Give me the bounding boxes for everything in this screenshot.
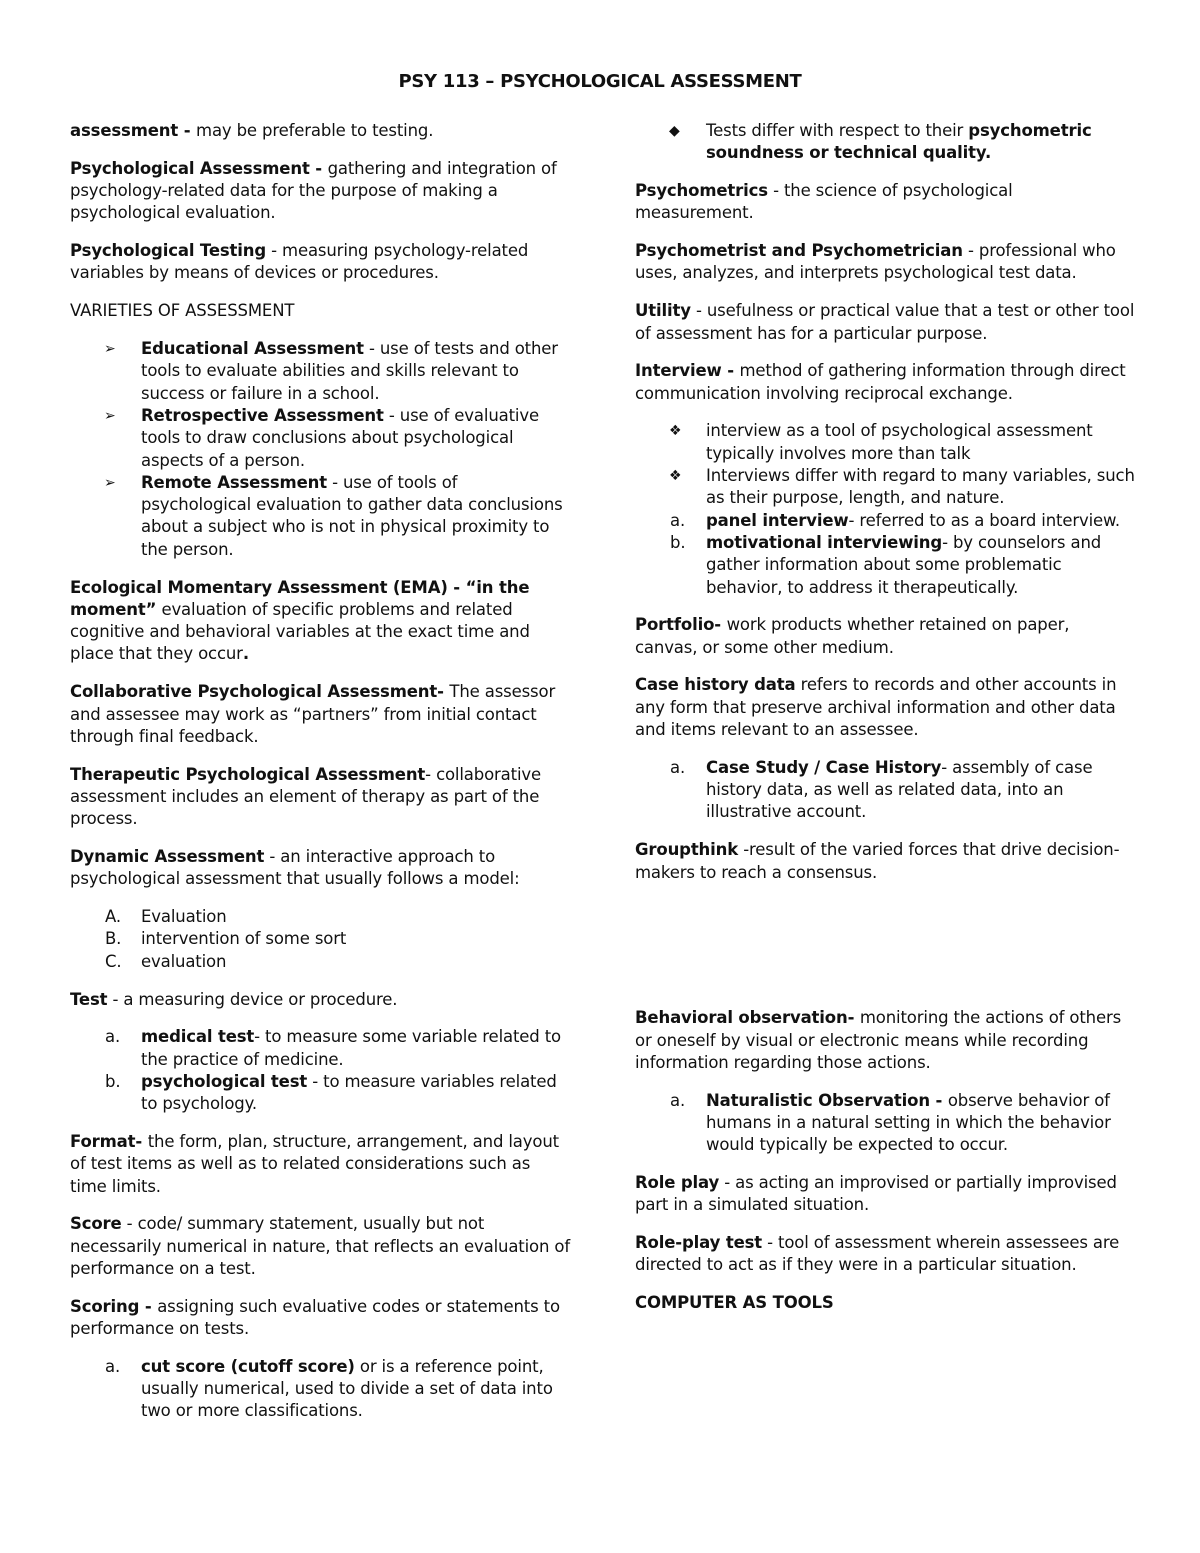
page-title: PSY 113 – PSYCHOLOGICAL ASSESSMENT: [398, 71, 802, 92]
def-dynamic: Dynamic Assessment - an interactive approach to psychological assessment that usually follows a model:: [70, 847, 520, 889]
varieties-list: [70, 338, 570, 561]
case-items-list: [635, 757, 1135, 824]
list-item: a. Naturalistic Observation - observe behavior of humans in a natural setting in which the behavior would typically be expected to occur.: [670, 1090, 1111, 1155]
behavioral-items-list: [635, 1090, 1135, 1157]
arrow-bullet-icon: ➢: [104, 407, 116, 424]
test-types-list: [70, 1026, 570, 1115]
varieties-heading: VARIETIES OF ASSESSMENT: [70, 301, 295, 321]
def-scoring: Scoring - assigning such evaluative codes or statements to performance on tests.: [70, 1296, 560, 1339]
list-item: ◆ Tests differ with respect to their psychometric soundness or technical quality.: [669, 121, 1092, 163]
list-item: ❖ interview as a tool of psychological assessment typically involves more than talk: [669, 421, 1093, 463]
def-utility: Utility - usefulness or practical value that a test or other tool of assessment has for a particular purpose.: [635, 301, 1135, 343]
def-assessment: assessment - may be preferable to testing.: [70, 121, 434, 140]
def-psychological-assessment: Psychological Assessment - gathering and integration of psychology-related data for the purpose of making a psychological evaluation.: [70, 158, 557, 223]
list-item: a. Case Study / Case History- assembly of case history data, as well as related data, into an illustrative account.: [670, 757, 1093, 822]
list-item: ❖ Interviews differ with regard to many variables, such as their purpose, length, and nature.: [669, 466, 1135, 508]
list-item: A. Evaluation: [105, 907, 227, 927]
def-role-play-test: Role-play test - tool of assessment wherein assessees are directed to act as if they were in a particular situation.: [635, 1233, 1120, 1275]
def-therapeutic: Therapeutic Psychological Assessment- collaborative assessment includes an element of therapy as part of the process.: [70, 764, 542, 829]
list-item: b. psychological test - to measure variables related to psychology.: [105, 1071, 557, 1114]
tests-differ-list: [635, 120, 1135, 165]
arrow-bullet-icon: ➢: [104, 474, 116, 491]
def-portfolio: Portfolio- work products whether retained on paper, canvas, or some other medium.: [635, 615, 1070, 657]
def-behavioral-observation: Behavioral observation- monitoring the actions of others or oneself by visual or electronic means while recording information regarding those actions.: [635, 1008, 1122, 1072]
list-item: a. cut score (cutoff score) or is a reference point, usually numerical, used to divide a set of data into two or more classifications.: [105, 1356, 553, 1421]
def-groupthink: Groupthink -result of the varied forces that drive decision-makers to reach a consensus.: [635, 840, 1120, 882]
list-item: ➢ Remote Assessment - use of tools of psychological evaluation to gather data conclusions about a subject who is not in physical proximity to the person.: [104, 472, 563, 559]
def-psychometrist: Psychometrist and Psychometrician - professional who uses, analyzes, and interprets psychological test data.: [635, 241, 1116, 283]
def-format: Format- the form, plan, structure, arrangement, and layout of test items as well as to related considerations such as time limits.: [70, 1131, 559, 1196]
list-item: ➢ Educational Assessment - use of tests and other tools to evaluate abilities and skills relevant to success or failure in a school.: [104, 339, 558, 403]
diamond-bullet-icon: ◆: [669, 123, 680, 139]
left-column: [70, 120, 570, 1438]
column-spacer: [635, 899, 1135, 1007]
interview-notes-list: [635, 420, 1135, 509]
arrow-bullet-icon: ➢: [104, 341, 116, 358]
def-case-history: Case history data refers to records and other accounts in any form that preserve archival information and other data and items relevant to an assessee.: [635, 675, 1117, 740]
def-interview: Interview - method of gathering information through direct communication involving reciprocal exchange.: [635, 361, 1126, 403]
list-item: a. medical test- to measure some variable related to the practice of medicine.: [105, 1027, 561, 1069]
list-item: B. intervention of some sort: [105, 929, 347, 949]
def-score: Score - code/ summary statement, usually but not necessarily numerical in nature, that reflects an evaluation of performance on a test.: [70, 1214, 571, 1278]
diamond-star-bullet-icon: ❖: [669, 468, 682, 485]
def-ema: Ecological Momentary Assessment (EMA) - “in the moment” evaluation of specific problems and related cognitive and behavioral variables at the exact time and place that they occur.: [70, 577, 530, 664]
list-item: C. evaluation: [105, 951, 227, 971]
right-column: [635, 120, 1135, 1330]
def-collaborative: Collaborative Psychological Assessment- The assessor and assessee may work as “partners” from initial contact through final feedback.: [70, 682, 556, 746]
dynamic-steps-list: [70, 906, 570, 973]
scoring-list: [70, 1356, 570, 1423]
computer-heading: COMPUTER AS TOOLS: [635, 1293, 834, 1313]
list-item: b. motivational interviewing- by counselors and gather information about some problematic behavior, to address it therapeutically.: [670, 532, 1102, 597]
def-psychological-testing: Psychological Testing - measuring psychology-related variables by means of devices or procedures.: [70, 241, 529, 283]
list-item: a. panel interview- referred to as a board interview.: [670, 510, 1120, 530]
list-item: ➢ Retrospective Assessment - use of evaluative tools to draw conclusions about psychological aspects of a person.: [104, 405, 539, 470]
diamond-star-bullet-icon: ❖: [669, 423, 682, 440]
def-test: Test - a measuring device or procedure.: [70, 989, 398, 1009]
def-psychometrics: Psychometrics - the science of psychological measurement.: [635, 181, 1013, 223]
interview-types-list: [635, 510, 1135, 599]
def-role-play: Role play - as acting an improvised or partially improvised part in a simulated situation.: [635, 1173, 1117, 1215]
